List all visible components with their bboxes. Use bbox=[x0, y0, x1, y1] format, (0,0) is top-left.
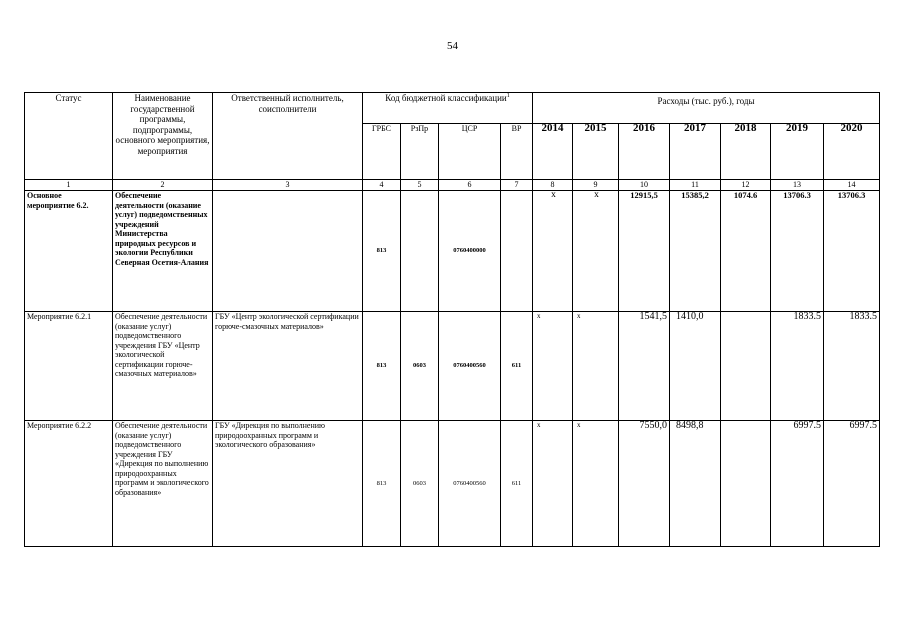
row-rzpr: 0603 bbox=[401, 421, 439, 547]
row-status: Мероприятие 6.2.1 bbox=[25, 312, 113, 421]
row-grbs: 813 bbox=[363, 191, 401, 312]
header-grbs: ГРБС bbox=[363, 124, 401, 180]
col-number: 12 bbox=[721, 180, 771, 191]
header-expenses: Расходы (тыс. руб.), годы bbox=[533, 93, 880, 124]
col-number: 10 bbox=[619, 180, 670, 191]
row-grbs: 813 bbox=[363, 312, 401, 421]
row-csr: 0760400000 bbox=[439, 191, 501, 312]
row-y2019: 1833.5 bbox=[771, 312, 824, 421]
page-number: 54 bbox=[447, 40, 458, 52]
row-y2019: 6997.5 bbox=[771, 421, 824, 547]
row-status: Основное мероприятие 6.2. bbox=[25, 191, 113, 312]
row-y2014: x bbox=[533, 312, 573, 421]
row-y2017: 1410,0 bbox=[670, 312, 721, 421]
column-number-row bbox=[25, 180, 880, 191]
row-y2018: 1074.6 bbox=[721, 191, 771, 312]
row-y2016: 7550,0 bbox=[619, 421, 670, 547]
header-year: 2020 bbox=[824, 124, 880, 180]
col-number: 14 bbox=[824, 180, 880, 191]
row-y2014: x bbox=[533, 191, 573, 312]
header-name: Наименование государственной программы, подпрограммы, основного мероприятия, мероприятия bbox=[113, 93, 213, 180]
row-vr: 611 bbox=[501, 421, 533, 547]
col-number: 2 bbox=[113, 180, 213, 191]
footnote-mark: 1 bbox=[506, 93, 510, 99]
col-number: 4 bbox=[363, 180, 401, 191]
row-y2016: 12915,5 bbox=[619, 191, 670, 312]
row-y2019: 13706.3 bbox=[771, 191, 824, 312]
row-name: Обеспечение деятельности (оказание услуг) подведомственного учреждения ГБУ «Центр экологической сертификации горюче-смазочных материалов» bbox=[113, 312, 213, 421]
header-rzpr: РзПр bbox=[401, 124, 439, 180]
col-number: 13 bbox=[771, 180, 824, 191]
table-row bbox=[25, 191, 880, 312]
header-budget-class: Код бюджетной классификации$^1$ bbox=[363, 93, 533, 124]
row-y2020: 6997.5 bbox=[824, 421, 880, 547]
row-executor: ГБУ «Центр экологической сертификации горюче-смазочных материалов» bbox=[213, 312, 363, 421]
row-vr bbox=[501, 191, 533, 312]
header-executor: Ответственный исполнитель, соисполнители bbox=[213, 93, 363, 180]
header-csr: ЦСР bbox=[439, 124, 501, 180]
table-row bbox=[25, 421, 880, 547]
row-csr: 0760400560 bbox=[439, 421, 501, 547]
col-number: 9 bbox=[573, 180, 619, 191]
row-y2015: x bbox=[573, 312, 619, 421]
row-y2017: 8498,8 bbox=[670, 421, 721, 547]
row-y2014: x bbox=[533, 421, 573, 547]
row-status: Мероприятие 6.2.2 bbox=[25, 421, 113, 547]
row-rzpr: 0603 bbox=[401, 312, 439, 421]
header-row-1 bbox=[25, 93, 880, 124]
col-number: 6 bbox=[439, 180, 501, 191]
header-status: Статус bbox=[25, 93, 113, 180]
table-row bbox=[25, 312, 880, 421]
col-number: 5 bbox=[401, 180, 439, 191]
row-grbs: 813 bbox=[363, 421, 401, 547]
row-csr: 0760400560 bbox=[439, 312, 501, 421]
col-number: 1 bbox=[25, 180, 113, 191]
col-number: 3 bbox=[213, 180, 363, 191]
row-vr: 611 bbox=[501, 312, 533, 421]
row-y2015: x bbox=[573, 191, 619, 312]
row-name: Обеспечение деятельности (оказание услуг) подведомственных учреждений Министерства природных ресурсов и экологии Республики Северная Осетия-Алания bbox=[113, 191, 213, 312]
header-year: 2017 bbox=[670, 124, 721, 180]
header-year: 2015 bbox=[573, 124, 619, 180]
row-y2020: 1833.5 bbox=[824, 312, 880, 421]
row-executor: ГБУ «Дирекция по выполнению природоохранных программ и экологического образования» bbox=[213, 421, 363, 547]
col-number: 11 bbox=[670, 180, 721, 191]
header-year: 2014 bbox=[533, 124, 573, 180]
header-year: 2018 bbox=[721, 124, 771, 180]
row-y2016: 1541,5 bbox=[619, 312, 670, 421]
row-y2015: x bbox=[573, 421, 619, 547]
col-number: 8 bbox=[533, 180, 573, 191]
row-y2017: 15385,2 bbox=[670, 191, 721, 312]
col-number: 7 bbox=[501, 180, 533, 191]
row-executor bbox=[213, 191, 363, 312]
row-y2018 bbox=[721, 421, 771, 547]
row-rzpr bbox=[401, 191, 439, 312]
header-year: 2019 bbox=[771, 124, 824, 180]
row-y2020: 13706.3 bbox=[824, 191, 880, 312]
header-vr: ВР bbox=[501, 124, 533, 180]
header-year: 2016 bbox=[619, 124, 670, 180]
row-y2018 bbox=[721, 312, 771, 421]
row-name: Обеспечение деятельности (оказание услуг) подведомственного учреждения ГБУ «Дирекция по выполнению природоохранных программ и экологического образования» bbox=[113, 421, 213, 547]
budget-table bbox=[24, 92, 880, 547]
